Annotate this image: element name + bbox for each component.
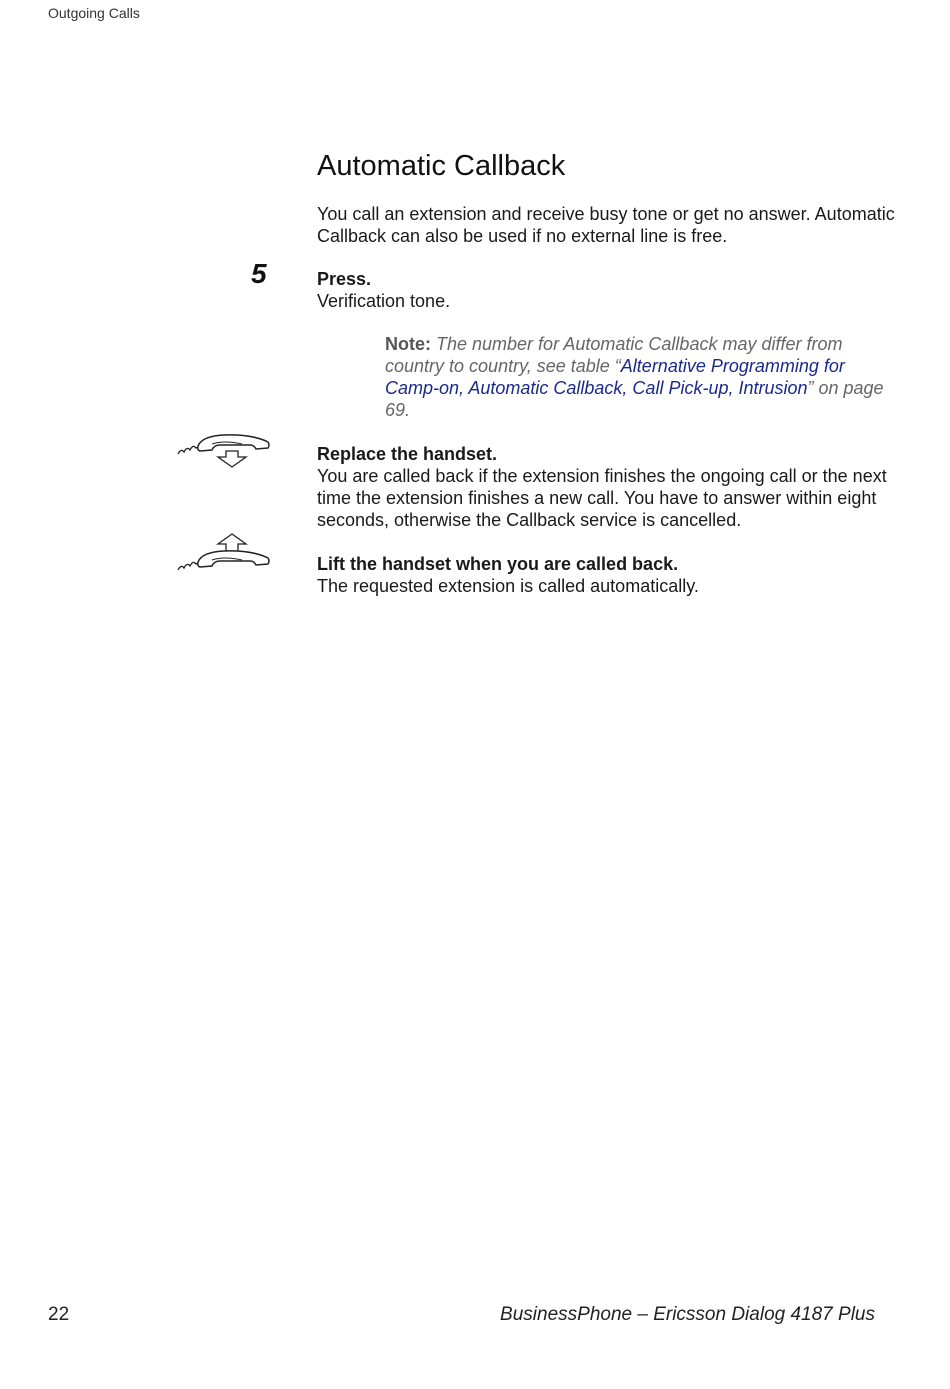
note-text-before: The number for Automatic Callback may differ from country to country, see table “ — [385, 334, 843, 376]
step-press — [317, 268, 897, 312]
step-lift-handset — [317, 553, 897, 597]
handset-up-icon — [174, 532, 274, 578]
note-box — [385, 333, 885, 421]
note-label: Note: — [385, 334, 431, 354]
step-replace-handset — [317, 443, 897, 531]
note-text-after: ” on page 69. — [385, 378, 884, 420]
step-description: The requested extension is called automatically. — [317, 576, 699, 596]
step-description: Verification tone. — [317, 291, 451, 311]
page-title: Automatic Callback — [317, 150, 566, 182]
key-5-label: 5 — [251, 258, 267, 289]
handset-down-icon — [174, 432, 274, 472]
step-action: Press. — [317, 269, 372, 289]
running-header: Outgoing Calls — [48, 5, 140, 21]
note-table-link[interactable]: Alternative Programming for Camp-on, Automatic Callback, Call Pick-up, Intrusion — [385, 356, 845, 398]
step-action: Lift the handset when you are called back. — [317, 554, 679, 574]
step-description: You are called back if the extension finishes the ongoing call or the next time the extension finishes a new call. You have to answer within eight seconds, otherwise the Callback service is cancelled. — [317, 466, 887, 530]
step-action: Replace the handset. — [317, 444, 498, 464]
footer-document-title: BusinessPhone – Ericsson Dialog 4187 Plus — [500, 1304, 875, 1325]
intro-paragraph: You call an extension and receive busy tone or get no answer. Automatic Callback can also be used if no external line is free. — [317, 204, 895, 246]
page-number: 22 — [48, 1304, 70, 1325]
